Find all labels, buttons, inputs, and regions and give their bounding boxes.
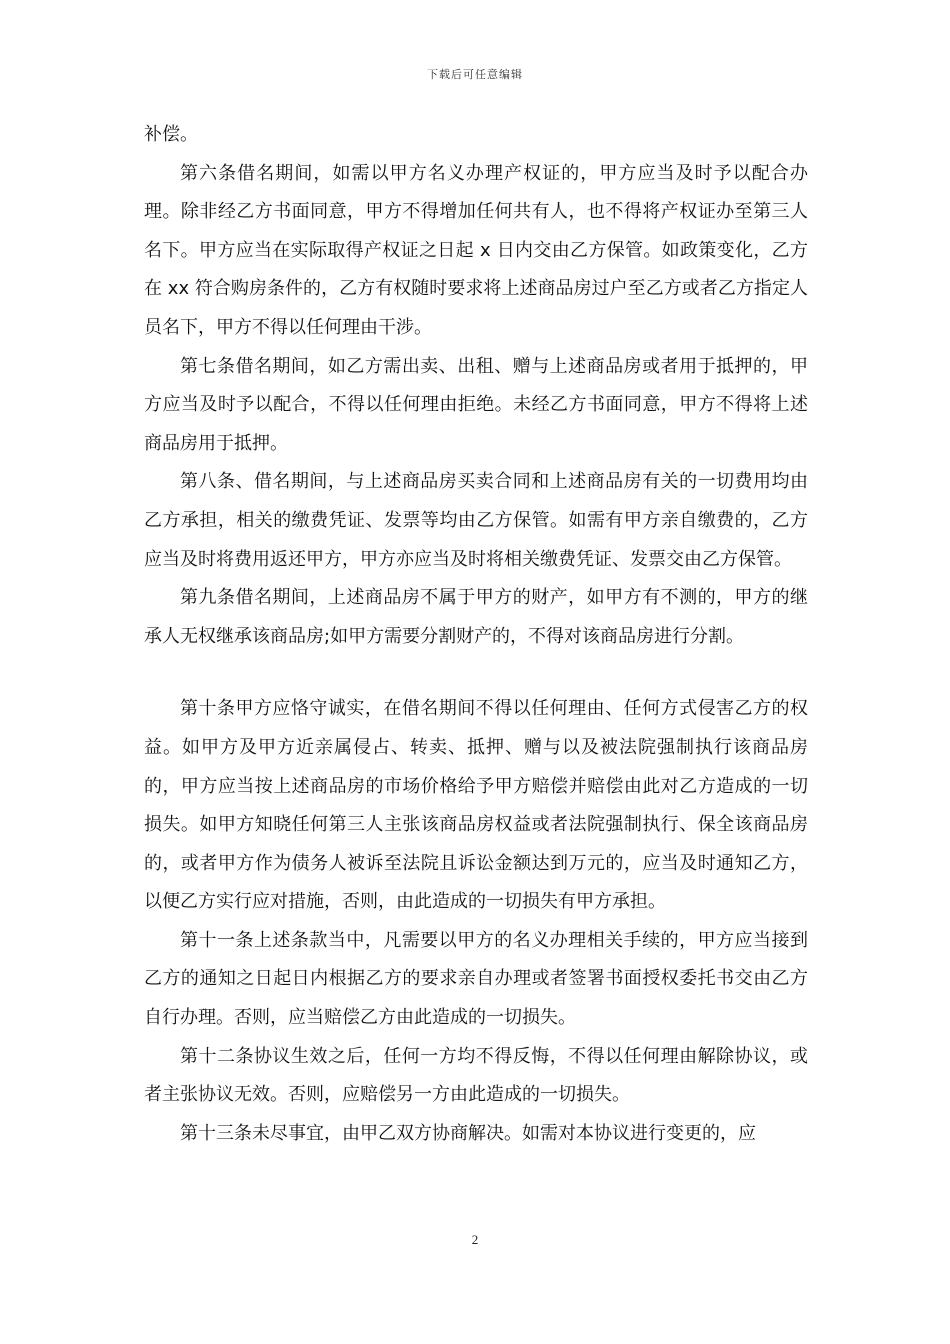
paragraph-article-12: 第十二条协议生效之后，任何一方均不得反悔，不得以任何理由解除协议，或者主张协议无效。否则，应赔偿另一方由此造成的一切损失。 xyxy=(144,1045,808,1106)
page-header: 下载后可任意编辑 xyxy=(427,68,523,81)
paragraph-article-11: 第十一条上述条款当中，凡需要以甲方的名义办理相关手续的，甲方应当接到乙方的通知之日起日内根据乙方的要求亲自办理或者签署书面授权委托书交由乙方自行办理。否则，应当赔偿乙方由此造成的一切损失。 xyxy=(144,929,808,1029)
document-body xyxy=(144,116,808,1153)
paragraph-article-10: 第十条甲方应恪守诚实，在借名期间不得以任何理由、任何方式侵害乙方的权益。如甲方及甲方近亲属侵占、转卖、抵押、赠与以及被法院强制执行该商品房的，甲方应当按上述商品房的市场价格给予甲方赔偿并赔偿由此对乙方造成的一切损失。如甲方知晓任何第三人主张该商品房权益或者法院强制执行、保全该商品房的，或者甲方作为债务人被诉至法院且诉讼金额达到万元的，应当及时通知乙方，以便乙方实行应对措施，否则，由此造成的一切损失有甲方承担。 xyxy=(144,698,808,913)
paragraph-article-6: 第六条借名期间，如需以甲方名义办理产权证的，甲方应当及时予以配合办理。除非经乙方书面同意，甲方不得增加任何共有人，也不得将产权证办至第三人名下。甲方应当在实际取得产权证之日起 x 日内交由乙方保管。如政策变化，乙方在 xx 符合购房条件的，乙方有权随时要求将上述商品房过户至乙方或者乙方指定人员名下，甲方不得以任何理由干涉。 xyxy=(144,162,808,338)
paragraph-article-13: 第十三条未尽事宜，由甲乙双方协商解决。如需对本协议进行变更的，应 xyxy=(180,1122,756,1144)
paragraph-article-7: 第七条借名期间，如乙方需出卖、出租、赠与上述商品房或者用于抵押的，甲方应当及时予以配合，不得以任何理由拒绝。未经乙方书面同意，甲方不得将上述商品房用于抵押。 xyxy=(144,355,808,454)
page-number: 2 xyxy=(471,1232,479,1247)
paragraph-article-8: 第八条、借名期间，与上述商品房买卖合同和上述商品房有关的一切费用均由乙方承担，相关的缴费凭证、发票等均由乙方保管。如需有甲方亲自缴费的，乙方应当及时将费用返还甲方，甲方亦应当及时将相关缴费凭证、发票交由乙方保管。 xyxy=(144,471,808,570)
paragraph-article-9: 第九条借名期间，上述商品房不属于甲方的财产，如甲方有不测的，甲方的继承人无权继承该商品房;如甲方需要分割财产的，不得对该商品房进行分割。 xyxy=(144,587,808,647)
paragraph-spacer xyxy=(144,656,808,690)
paragraph-continuation: 补偿。 xyxy=(144,124,198,145)
